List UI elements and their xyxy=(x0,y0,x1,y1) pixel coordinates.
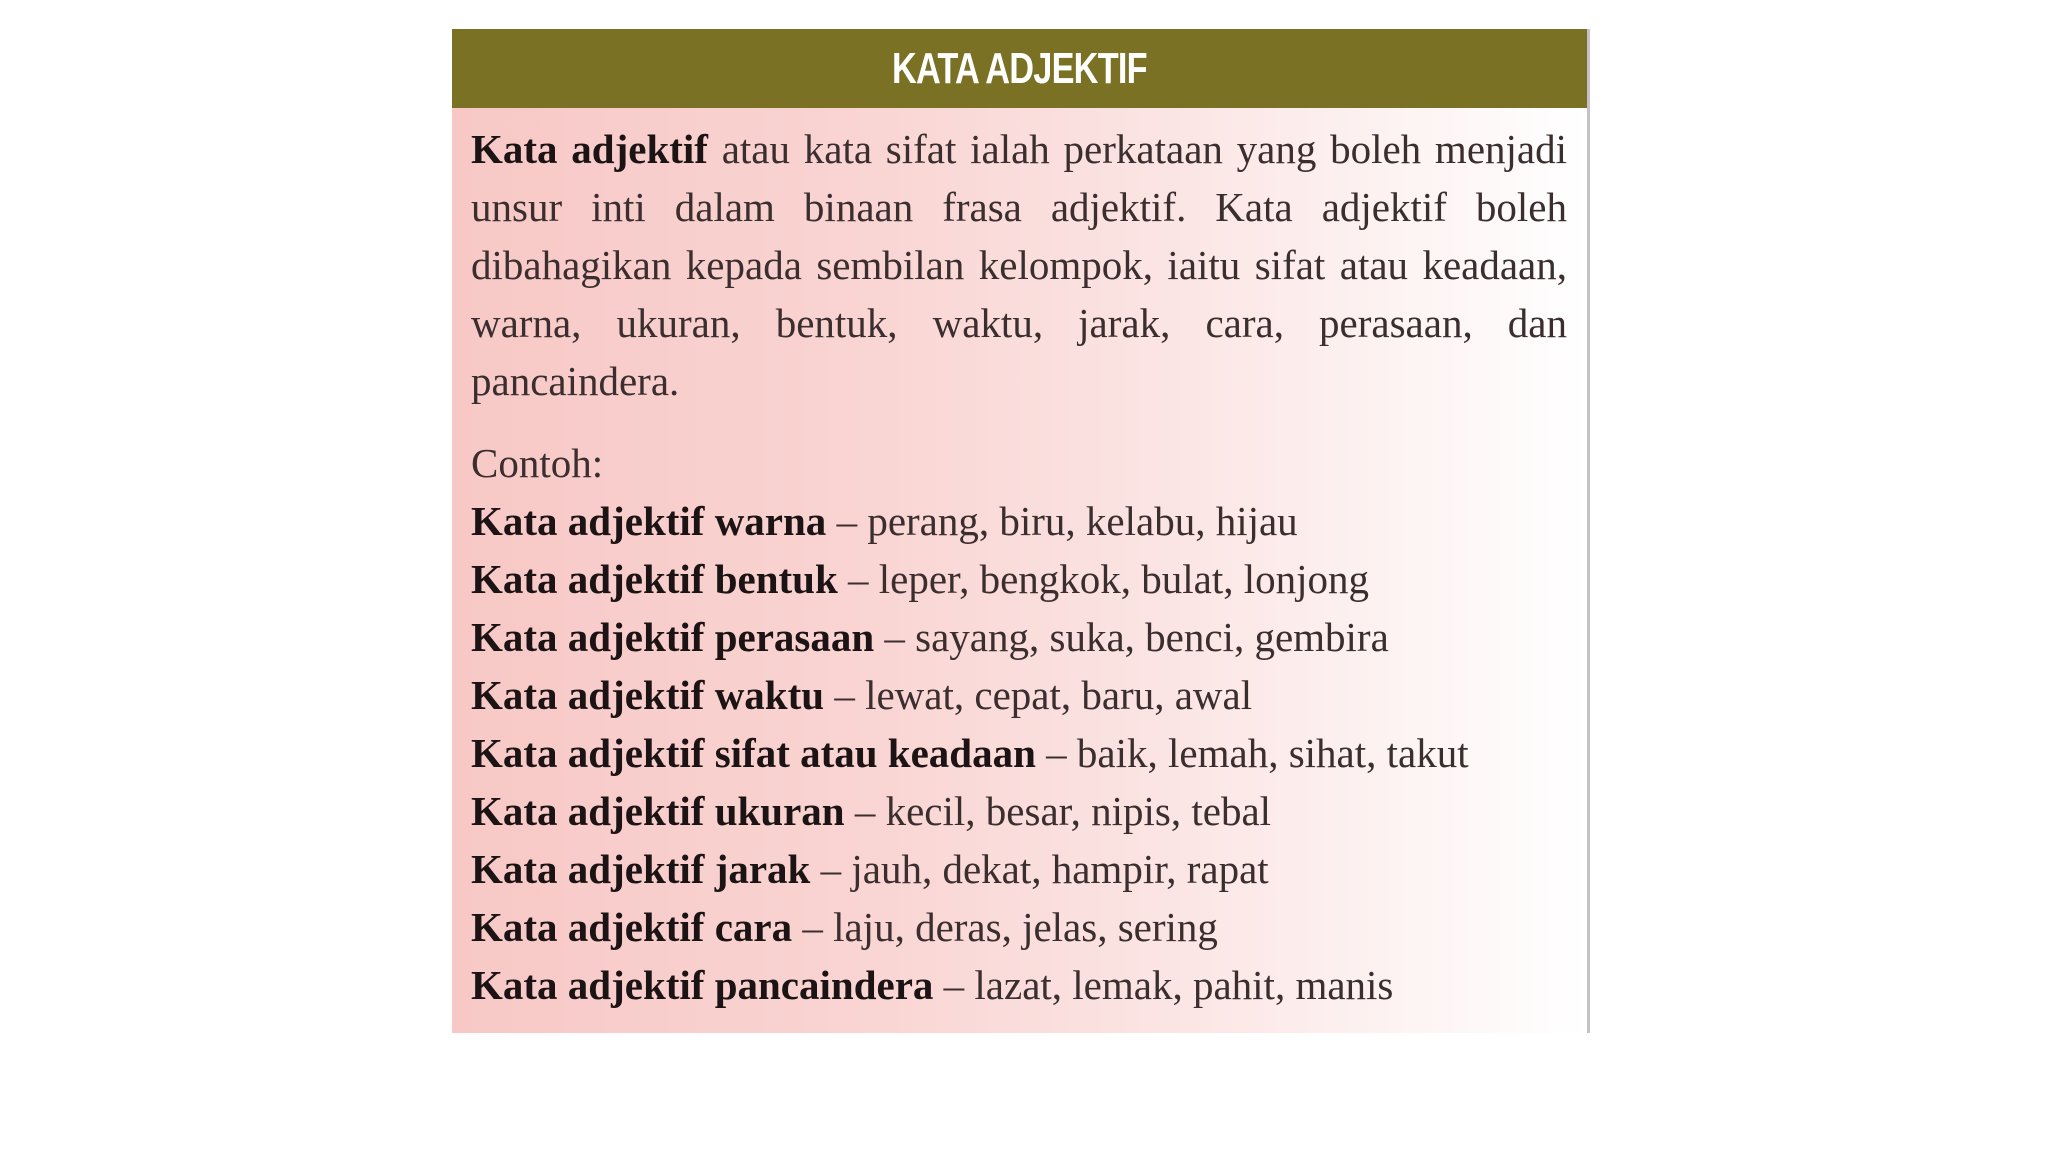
card-header xyxy=(452,29,1587,108)
example-term: Kata adjektif bentuk xyxy=(471,556,838,602)
example-words: lewat, cepat, baru, awal xyxy=(865,672,1253,718)
list-item xyxy=(471,608,1567,666)
example-term: Kata adjektif sifat atau keadaan xyxy=(471,730,1036,776)
example-words: baik, lemah, sihat, takut xyxy=(1076,730,1469,776)
example-words: jauh, dekat, hampir, rapat xyxy=(851,846,1269,892)
separator: – xyxy=(810,846,852,892)
list-item xyxy=(471,666,1567,724)
example-term: Kata adjektif cara xyxy=(471,904,793,950)
contoh-label: Contoh: xyxy=(471,440,604,486)
info-card xyxy=(452,29,1590,1033)
list-item xyxy=(471,724,1567,782)
example-term: Kata adjektif pancaindera xyxy=(471,962,934,1008)
list-item xyxy=(471,492,1567,550)
intro-paragraph xyxy=(471,120,1567,410)
card-title: KATA ADJEKTIF xyxy=(892,43,1147,93)
separator: – xyxy=(1035,730,1077,776)
example-words: laju, deras, jelas, sering xyxy=(833,904,1218,950)
example-term: Kata adjektif perasaan xyxy=(471,614,875,660)
separator: – xyxy=(824,672,866,718)
example-words: sayang, suka, benci, gembira xyxy=(915,614,1389,660)
separator: – xyxy=(792,904,834,950)
examples-list xyxy=(471,492,1567,1014)
separator: – xyxy=(933,962,975,1008)
example-words: leper, bengkok, bulat, lonjong xyxy=(878,556,1370,602)
list-item xyxy=(471,898,1567,956)
list-item xyxy=(471,782,1567,840)
example-term: Kata adjektif warna xyxy=(471,498,827,544)
separator: – xyxy=(874,614,916,660)
intro-text: atau kata sifat ialah perkataan yang boleh menjadi unsur inti dalam binaan frasa adjektif. Kata adjektif boleh dibahagikan kepada sembilan kelompok, iaitu sifat atau keadaan, warna, ukuran, bentuk, waktu, jarak, cara, perasaan, dan pancaindera. xyxy=(471,126,1567,404)
example-words: lazat, lemak, pahit, manis xyxy=(974,962,1394,1008)
separator: – xyxy=(826,498,868,544)
list-item xyxy=(471,840,1567,898)
list-item xyxy=(471,956,1567,1014)
example-words: perang, biru, kelabu, hijau xyxy=(867,498,1298,544)
list-item xyxy=(471,550,1567,608)
card-content xyxy=(452,108,1587,1014)
example-words: kecil, besar, nipis, tebal xyxy=(885,788,1272,834)
example-term: Kata adjektif ukuran xyxy=(471,788,845,834)
intro-bold-term: Kata adjektif xyxy=(471,126,708,172)
separator: – xyxy=(837,556,879,602)
separator: – xyxy=(844,788,886,834)
example-term: Kata adjektif jarak xyxy=(471,846,811,892)
example-term: Kata adjektif waktu xyxy=(471,672,825,718)
